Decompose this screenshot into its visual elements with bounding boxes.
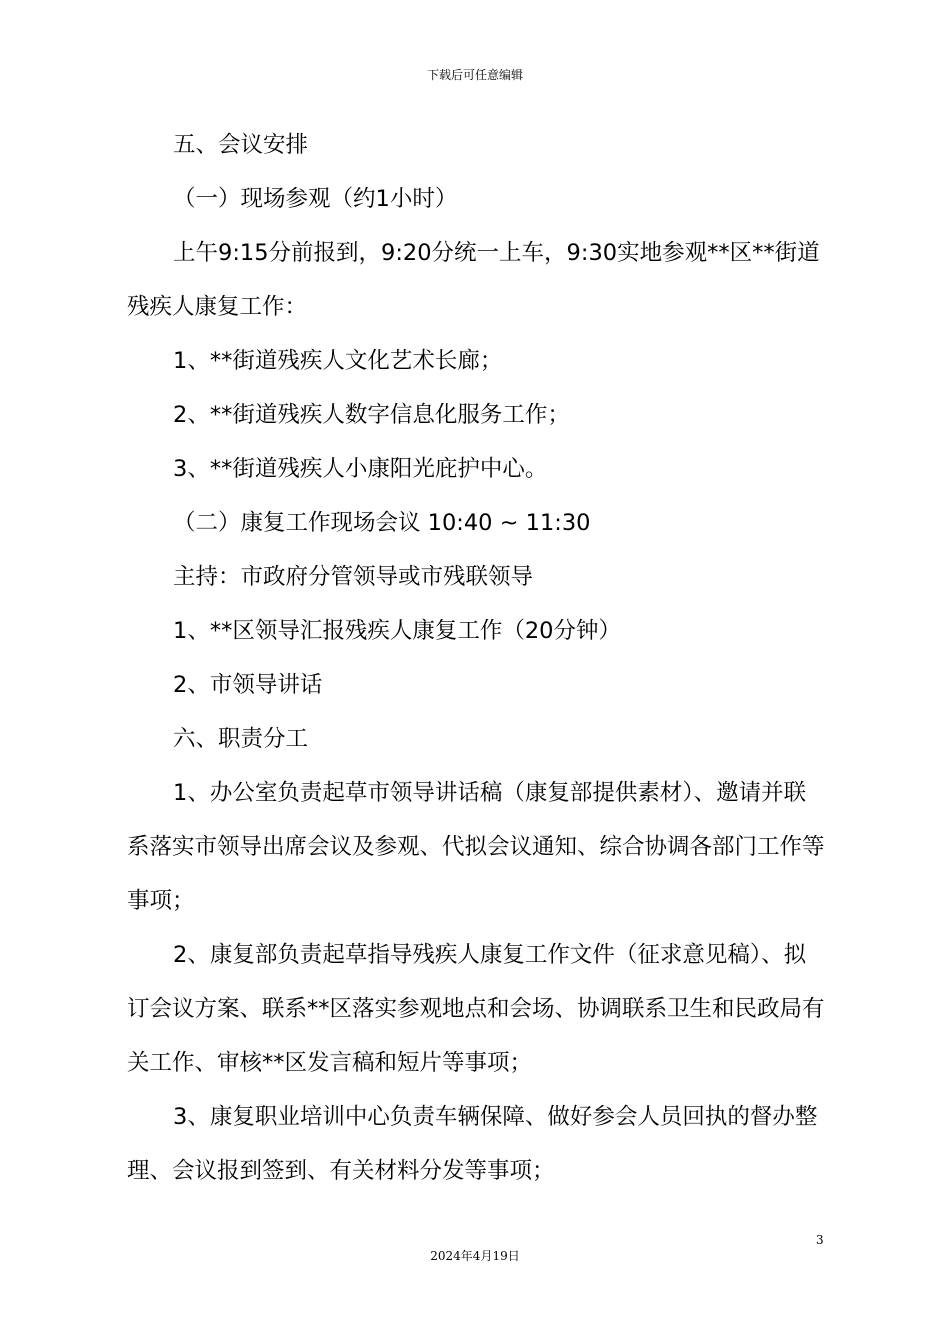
paragraph: 上午9:15分前报到，9:20分统一上车，9:30实地参观**区**街道残疾人康复工作： xyxy=(127,240,820,320)
list-item: 1、办公室负责起草市领导讲话稿（康复部提供素材）、邀请并联系落实市领导出席会议及参观、代拟会议通知、综合协调各部门工作等事项； xyxy=(127,780,825,914)
list-item: 3、康复职业培训中心负责车辆保障、做好参会人员回执的督办整理、会议报到签到、有关材料分发等事项； xyxy=(127,1104,818,1184)
list-item: 2、市领导讲话 xyxy=(173,672,323,698)
list-item: 3、**街道残疾人小康阳光庇护中心。 xyxy=(173,456,548,482)
subsection-heading-meeting: （二）康复工作现场会议 10:40 ~ 11:30 xyxy=(173,510,591,536)
subsection-heading-visit: （一）现场参观（约1小时） xyxy=(173,186,458,212)
section-heading-duties: 六、职责分工 xyxy=(173,726,309,752)
page-footer-date: 2024年4月19日 xyxy=(430,1249,520,1263)
list-item: 1、**区领导汇报残疾人康复工作（20分钟） xyxy=(173,618,621,644)
document-body xyxy=(127,118,827,1198)
paragraph: 主持：市政府分管领导或市残联领导 xyxy=(173,564,534,590)
page-number: 3 xyxy=(816,1233,824,1247)
list-item: 2、康复部负责起草指导残疾人康复工作文件（征求意见稿）、拟订会议方案、联系**区落实参观地点和会场、协调联系卫生和民政局有关工作、审核**区发言稿和短片等事项； xyxy=(127,942,825,1076)
section-heading-arrangement: 五、会议安排 xyxy=(173,132,309,158)
list-item: 1、**街道残疾人文化艺术长廊； xyxy=(173,348,503,374)
page-header: 下载后可任意编辑 xyxy=(426,68,523,82)
list-item: 2、**街道残疾人数字信息化服务工作； xyxy=(173,402,570,428)
